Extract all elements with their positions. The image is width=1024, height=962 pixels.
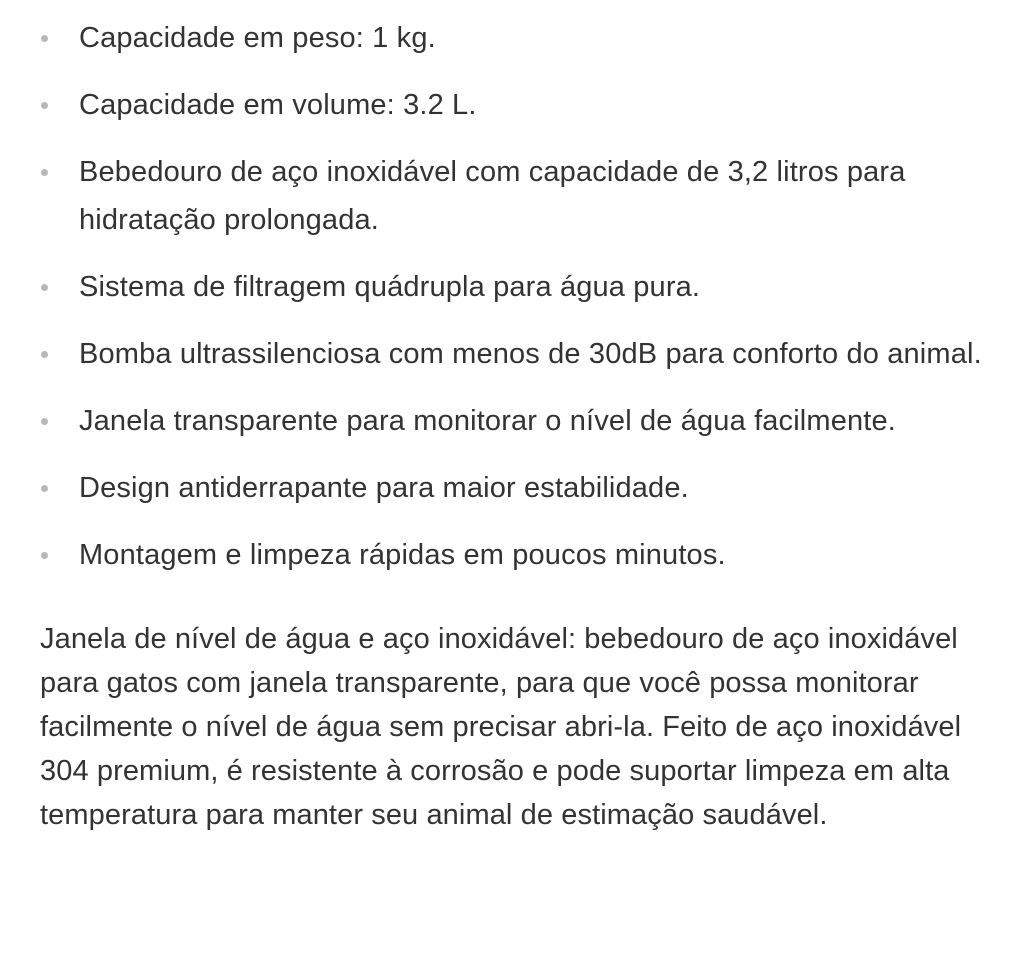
feature-item [40, 531, 1014, 579]
feature-item [40, 14, 1014, 62]
feature-item [40, 148, 1014, 244]
feature-item [40, 81, 1014, 129]
bullet-icon [41, 418, 48, 425]
bullet-icon [41, 169, 48, 176]
bullet-icon [41, 35, 48, 42]
bullet-icon [41, 552, 48, 559]
feature-text: Capacidade em peso: 1 kg. [79, 22, 436, 54]
feature-item [40, 464, 1014, 512]
bullet-icon [41, 102, 48, 109]
feature-text: Montagem e limpeza rápidas em poucos minutos. [79, 539, 726, 571]
feature-text: Bomba ultrassilenciosa com menos de 30dB para conforto do animal. [79, 338, 982, 370]
feature-item [40, 397, 1014, 445]
bullet-icon [41, 284, 48, 291]
feature-item [40, 263, 1014, 311]
feature-text: Bebedouro de aço inoxidável com capacidade de 3,2 litros para hidratação prolongada. [79, 156, 906, 236]
product-description: Janela de nível de água e aço inoxidável: bebedouro de aço inoxidável para gatos com janela transparente, para que você possa monitorar facilmente o nível de água sem precisar abri-la. Feito de aço inoxidável 304 premium, é resistente à corrosão e pode suportar limpeza em alta temperatura para manter seu animal de estimação saudável. [40, 623, 962, 831]
feature-text: Design antiderrapante para maior estabilidade. [79, 472, 689, 504]
product-details [0, 14, 1024, 962]
bullet-icon [41, 485, 48, 492]
bullet-icon [41, 351, 48, 358]
feature-text: Capacidade em volume: 3.2 L. [79, 89, 477, 121]
feature-text: Sistema de filtragem quádrupla para água pura. [79, 271, 701, 303]
feature-list [40, 14, 1014, 579]
feature-item [40, 330, 1014, 378]
feature-text: Janela transparente para monitorar o nível de água facilmente. [79, 405, 896, 437]
